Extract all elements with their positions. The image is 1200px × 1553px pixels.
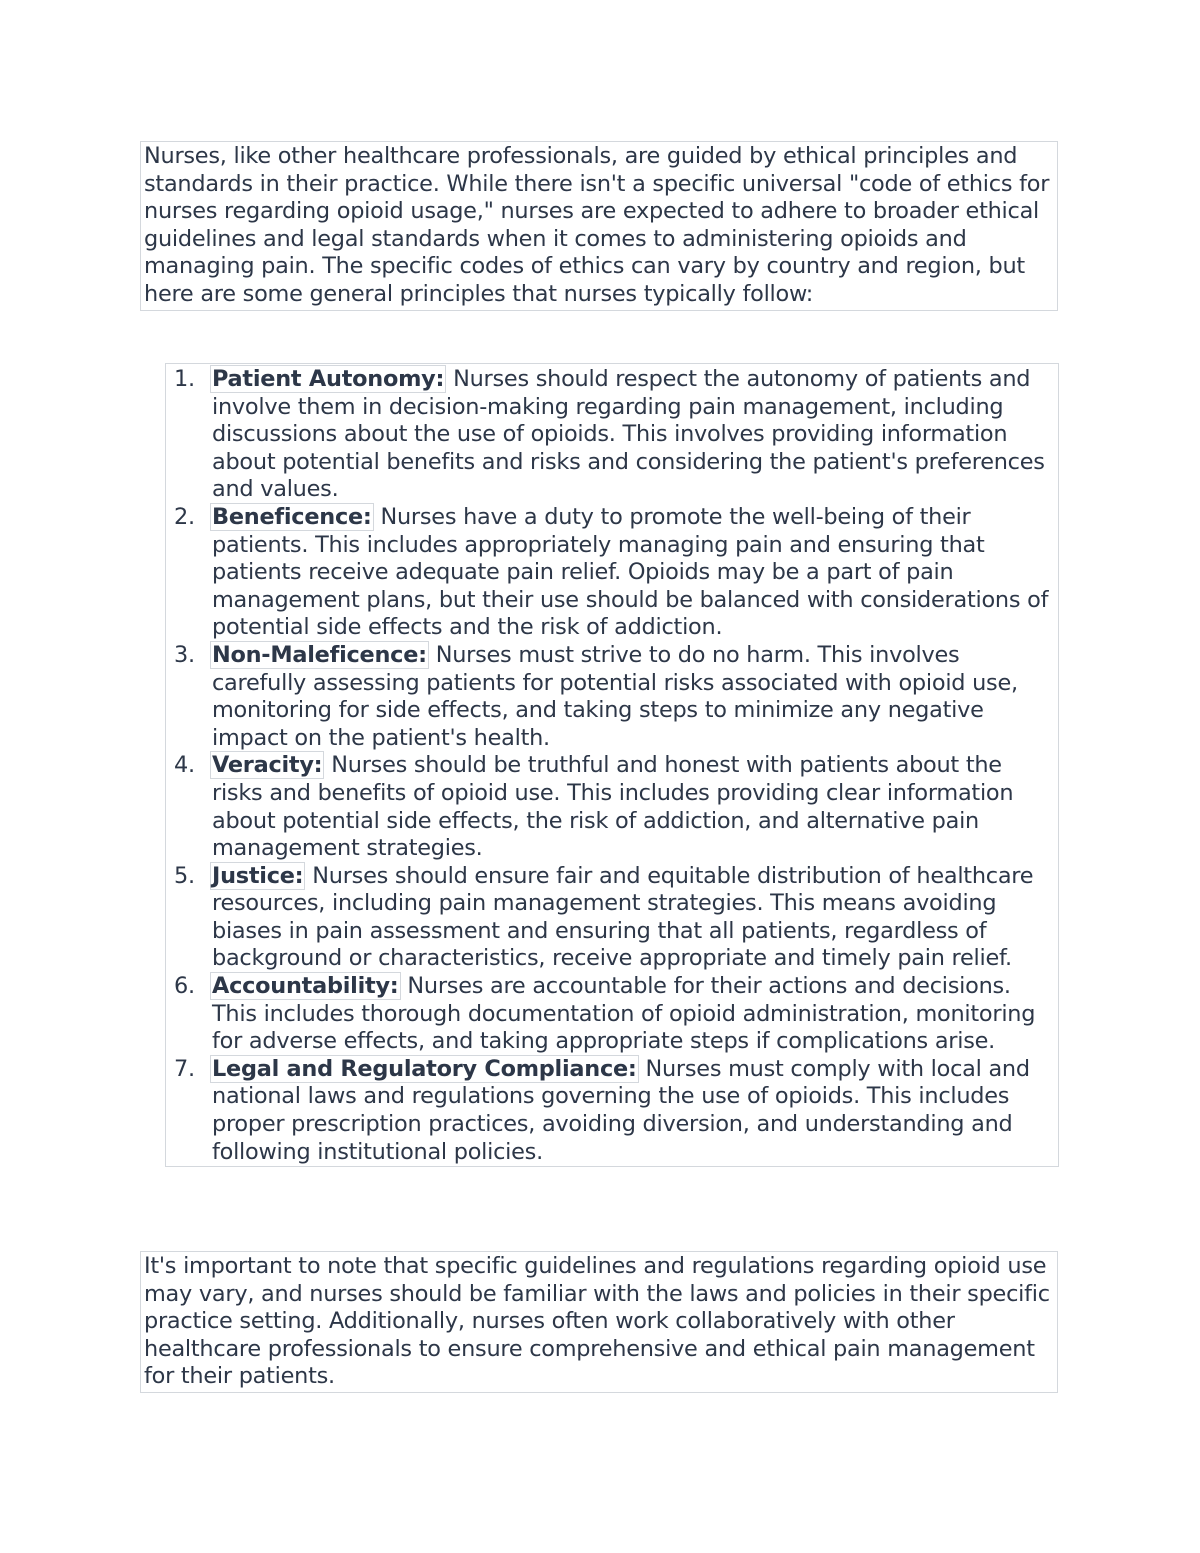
principle-number: 6. — [174, 973, 195, 1000]
principle-term: Beneficence: — [212, 503, 372, 530]
principle-term: Accountability: — [212, 973, 399, 1000]
principle-term: Legal and Regulatory Compliance: — [212, 1055, 637, 1082]
principle-text: Nurses have a duty to promote the well-being of their patients. This includes appropriately managing pain and ensuring that patients receive adequate pain relief. Opioids may be a part of pain management plans, but their use should be balanced with considerations of potential side effects and the risk of addiction. — [212, 503, 1049, 641]
principle-text: Nurses should be truthful and honest with patients about the risks and benefits of opioid use. This includes providing clear information about potential side effects, the risk of addiction, and alternative pain management strategies. — [212, 752, 1014, 862]
principle-item — [166, 1056, 1054, 1166]
principle-text: Nurses must strive to do no harm. This involves carefully assessing patients for potential risks associated with opioid use, monitoring for side effects, and taking steps to minimize any negative impact on the patient's health. — [212, 641, 1018, 751]
principle-item — [166, 973, 1054, 1056]
principle-text: Nurses should ensure fair and equitable distribution of healthcare resources, including pain management strategies. This means avoiding biases in pain assessment and ensuring that all patients, regardless of background or characteristics, receive appropriate and timely pain relief. — [212, 862, 1034, 972]
principle-term: Justice: — [212, 862, 304, 889]
principle-number: 4. — [174, 752, 195, 779]
principle-item — [166, 752, 1054, 862]
principle-number: 7. — [174, 1055, 195, 1082]
principle-term: Patient Autonomy: — [212, 366, 445, 392]
closing-paragraph: It's important to note that specific guidelines and regulations regarding opioid use may vary, and nurses should be familiar with the laws and policies in their specific practice setting. Additionally, nurses often work collaboratively with other healthcare professionals to ensure comprehensive and ethical pain management for their patients. — [140, 1251, 1058, 1393]
principle-number: 5. — [174, 862, 195, 889]
principle-text: Nurses should respect the autonomy of patients and involve them in decision-making regarding pain management, including discussions about the use of opioids. This involves providing information about potential benefits and risks and considering the patient's preferences and values. — [212, 366, 1045, 503]
principle-text: Nurses must comply with local and national laws and regulations governing the use of opioids. This includes proper prescription practices, avoiding diversion, and understanding and following institutional policies. — [212, 1055, 1030, 1165]
principle-item — [166, 863, 1054, 973]
principle-number: 1. — [174, 366, 195, 392]
principle-item — [166, 504, 1054, 642]
principles-list-box — [165, 363, 1059, 1167]
principle-term: Veracity: — [212, 752, 323, 779]
principles-list — [166, 366, 1054, 1166]
principle-text: Nurses are accountable for their actions and decisions. This includes thorough documentation of opioid administration, monitoring for adverse effects, and taking appropriate steps if complications arise. — [212, 973, 1036, 1055]
principle-number: 3. — [174, 641, 195, 668]
principle-item — [166, 642, 1054, 752]
intro-paragraph: Nurses, like other healthcare professionals, are guided by ethical principles and standards in their practice. While there isn't a specific universal "code of ethics for nurses regarding opioid usage," nurses are expected to adhere to broader ethical guidelines and legal standards when it comes to administering opioids and managing pain. The specific codes of ethics can vary by country and region, but here are some general principles that nurses typically follow: — [140, 141, 1058, 311]
principle-term: Non-Maleficence: — [212, 641, 427, 668]
principle-item — [166, 366, 1054, 504]
principle-number: 2. — [174, 503, 195, 530]
